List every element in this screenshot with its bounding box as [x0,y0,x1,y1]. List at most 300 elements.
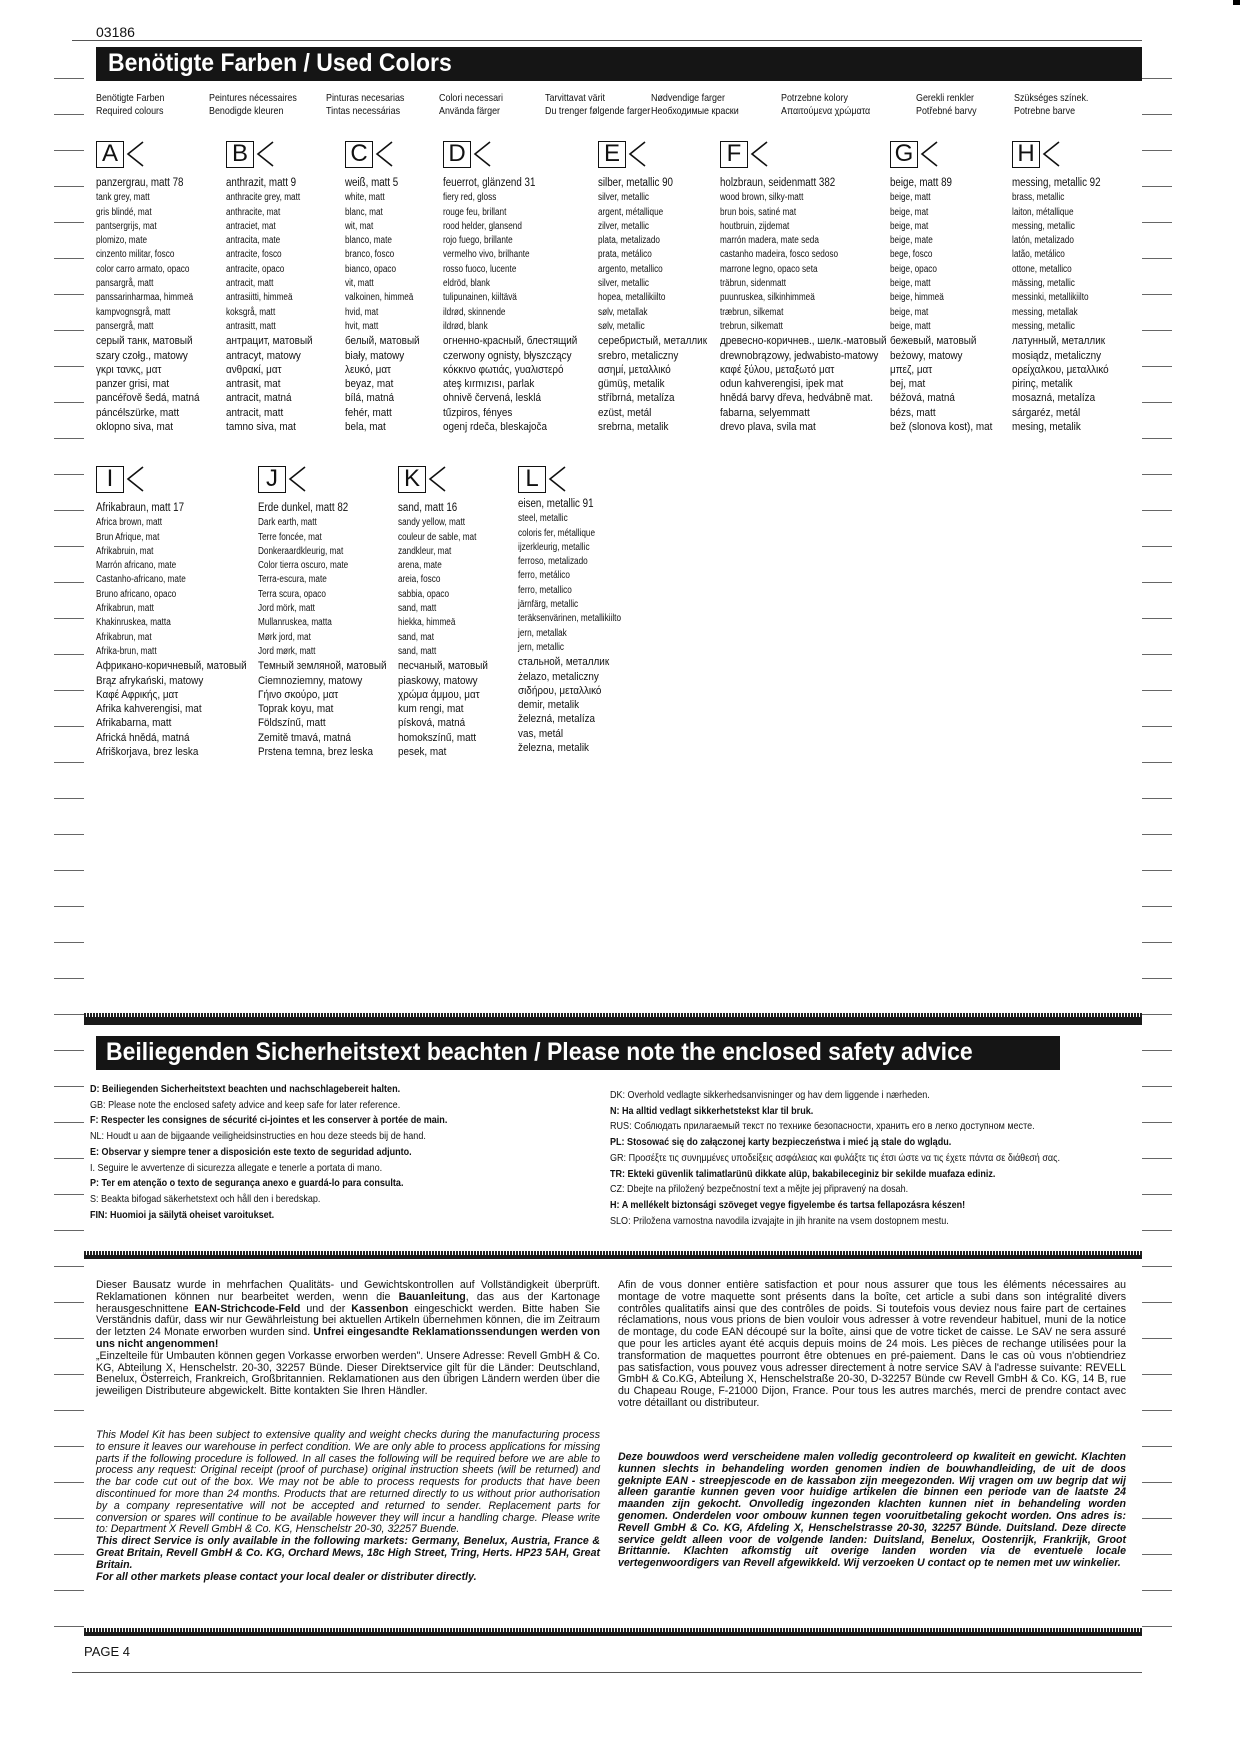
color-translation: biały, matowy [345,349,405,362]
color-translation: Marrón africano, mate [96,560,177,572]
ruler-mark [1142,1374,1172,1375]
ruler-mark [1142,1230,1172,1231]
ruler-mark [1142,654,1172,655]
color-translation: rood helder, glansend [443,220,522,232]
ruler-mark [1142,330,1172,331]
ruler-mark [54,726,84,727]
ruler-mark [54,798,84,799]
color-translation: Terra scura, opaco [258,588,326,600]
language-header [209,92,312,118]
color-letter-tag [96,140,214,168]
color-translation: rosso fuoco, lucente [443,263,517,275]
ruler-mark [1142,294,1172,295]
ruler-mark [1142,1482,1172,1483]
color-translation: železna, metalik [518,742,589,755]
language-label: Potřebné barvy [916,105,977,117]
color-translation: Jord mörk, matt [258,603,315,615]
ruler-mark [54,834,84,835]
ruler-mark [1142,582,1172,583]
warranty-text-nl: Deze bouwdoos werd verscheidene malen volledig gecontroleerd op kwaliteit en gewicht. Klachten kunnen slechts in behandeling worden genomen indien de bouwhandleiding, de uit de doos geknipte EAN - streepjescode en de kassabon zijn meegezonden. Wij vragen om uw begrip dat wij alleen garantie kunnen geven voor huidige artikelen die binnen een periode van de laatste 24 maanden zijn gekocht. Onvolledig ingezonden klachten kunnen niet in behandeling worden genomen. Onderdelen voor ombouw kunnen tegen vooruitbetaling gekocht worden. Ons adres is: Revell GmbH & Co. KG, Afdeling X, Henschelstrasse 20-30, 32257 Bünde. Duitsland. Deze directe service geldt alleen voor de volgende landen: Duitsland, Benelux, Oostenrijk, Frankrijk, Groot Brittannie. Klachten afkomstig uit overige landen worden via de eventuele locale vertegenwoordigers van Revell afgewikkeld. Wij verzoeken U contact op te nemen met uw winkelier. [618,1451,1126,1570]
color-translation: bílá, matná [345,392,394,405]
color-translation: couleur de sable, mat [398,531,477,543]
safety-line: S: Beakta bifogad säkerhetstext och håll den i beredskap. [90,1192,321,1205]
color-translation: огненно-красный, блестящий [443,335,578,348]
arrow-tag-icon [255,140,275,168]
color-translation: marrone legno, opaco seta [720,263,818,275]
ruler-mark [54,1338,84,1339]
color-translation: Zemitě tmavá, matná [258,731,351,744]
safety-line: FIN: Huomioi ja säilytä oheiset varoitukset. [90,1208,275,1221]
color-translation: beżowy, matowy [890,349,963,362]
color-translation: srebrna, metalik [598,421,669,434]
color-translation: hopea, metallikiilto [598,292,666,304]
ruler-mark [1142,690,1172,691]
color-translation: drevo plava, svila mat [720,421,816,434]
ruler-mark [54,1518,84,1519]
color-translation: антрацит, матовый [226,335,313,348]
color-translation: sand, matt [398,645,437,657]
ruler-mark [54,510,84,511]
ruler-mark [54,186,84,187]
ruler-mark [54,546,84,547]
color-translation: antracite, opaco [226,263,285,275]
color-translation: бежевый, матовый [890,335,977,348]
color-translation: czerwony ognisty, błyszczący [443,349,572,362]
warranty-text-de: Dieser Bausatz wurde in mehrfachen Qualitäts- und Gewichtskontrollen auf Vollständigkeit überprüft. Reklamationen können nur bearbeitet werden, wenn die Bauanleitung, das aus der Kartonage herausgeschnittene EAN-Strichcode-Feld und der Kassenbon eingeschickt werden. Bitte haben Sie Verständnis dafür, dass wir nur Gewährleistung bei aktuellen Artikeln übernehmen können, die im Zeitraum der letzten 24 Monate erworben wurden sind. Unfrei eingesandte Reklamationssendungen werden von uns nicht angenommen! „Einzelteile für Umbauten können gegen Vorkasse erworben werden". Unsere Adresse: Revell GmbH & Co. KG, Abteilung X, Henschelstr. 20-30, 32257 Bünde. Dieser Direktservice gilt für die Länder: Deutschland, Benelux, Österreich, Frankreich, Großbritannien. Reklamationen aus den übrigen Ländern werden über die jeweiligen Distributeure abgewickelt. Bitte kontakten Sie Ihren Händler. [96,1279,601,1398]
color-translation: χρώμα άμμου, ματ [398,688,480,701]
color-translation: panzer grisi, mat [96,378,170,391]
color-translation: bianco, opaco [345,263,397,275]
color-translation: béžová, matná [890,392,955,405]
color-translation: стальной, металлик [518,656,610,669]
color-translation: anthracite grey, matt [226,192,301,204]
safety-line: GB: Please note the enclosed safety advice and keep safe for later reference. [90,1098,401,1111]
color-translation: Brąz afrykański, matowy [96,674,204,687]
color-translation: Dark earth, matt [258,517,317,529]
language-header [96,92,177,118]
color-translation: Afriškorjava, brez leska [96,746,199,759]
color-translation: beige, mat [890,220,929,232]
ruler-mark [1142,258,1172,259]
ruler-mark [54,1014,84,1015]
ruler-mark [54,978,84,979]
color-letter: L [518,466,546,493]
color-translation: Földszínű, matt [258,717,326,730]
safety-line: PL: Stosować się do załączonej karty bezpieczeństwa i mieć ją stale do wglądu. [610,1136,952,1149]
color-translation: kum rengi, mat [398,703,464,716]
color-translation: plata, metalizado [598,235,660,247]
color-translation: trebrun, silkematt [720,320,783,332]
ruler-mark [54,690,84,691]
ruler-mark [1142,798,1172,799]
language-label: Använda färger [439,105,501,117]
color-translation: Africká hnědá, matná [96,731,190,744]
safety-line: P: Ter em atenção o texto de segurança anexo e guardá-lo para consulta. [90,1177,404,1190]
color-translation: latão, metálico [1012,249,1065,261]
color-translation: valkoinen, himmeä [345,292,414,304]
color-translation: antracit, matt [226,406,284,419]
color-name: feuerrot, glänzend 31 [443,177,536,189]
color-translation: mässing, metallic [1012,278,1075,290]
ruler-mark [54,942,84,943]
ruler-mark [54,618,84,619]
color-translation: bež (slonova kost), mat [890,421,993,434]
color-letter: B [226,141,254,168]
color-translation: ogenj rdeča, bleskajoča [443,421,548,434]
color-translation: Castanho-africano, mate [96,574,186,586]
color-translation: Toprak koyu, mat [258,703,334,716]
used-colors-banner: Benötigte Farben / Used Colors [96,47,1142,81]
color-entry [258,465,401,759]
color-entry [890,140,1004,434]
color-entry [443,140,592,434]
color-translation: pirinç, metalik [1012,378,1073,391]
color-translation: ferro, metallico [518,584,572,596]
color-translation: beige, himmeä [890,292,944,304]
color-translation: laiton, métallique [1012,206,1074,218]
corner-mark [1233,0,1240,5]
color-translation: Afrikabrun, matt [96,603,154,615]
color-letter: I [96,466,124,493]
color-translation: areia, fosco [398,574,441,586]
language-label: Potrzebne kolory [781,92,848,104]
safety-left-list [90,1082,590,1223]
color-translation: gris blindé, mat [96,206,152,218]
divider-bar-3 [84,1632,1142,1636]
ruler-mark [1142,474,1172,475]
safety-line: CZ: Dbejte na přiložený bezpečnostní text a mějte jej připravený na dosah. [610,1183,909,1196]
color-entry [398,465,498,759]
safety-right-list [610,1088,1140,1229]
safety-line: D: Beiliegenden Sicherheitstext beachten und nachschlagebereit halten. [90,1083,401,1095]
ruler-mark [54,1194,84,1195]
color-entry [518,465,644,755]
ruler-mark [1142,1302,1172,1303]
color-translation: blanc, mat [345,206,383,218]
color-translation: antracit, matná [226,392,292,405]
color-letter: K [398,466,426,493]
color-name: sand, matt 16 [398,502,458,514]
color-translation: arena, mate [398,560,442,572]
color-translation: szary czołg., matowy [96,349,188,362]
color-translation: Terra-escura, mate [258,574,327,586]
color-translation: σιδήρου, μεταλλικό [518,684,602,697]
ruler-mark [54,1410,84,1411]
arrow-tag-icon [472,140,492,168]
color-translation: Donkeraardkleurig, mat [258,545,344,557]
color-translation: järnfärg, metallic [518,599,579,611]
color-translation: μπεζ, ματ [890,363,933,376]
color-letter-tag [720,140,905,168]
color-translation: color carro armato, opaco [96,263,190,275]
color-translation: koksgrå, matt [226,306,276,318]
color-translation: drewnobrązowy, jedwabisto-matowy [720,349,879,362]
color-translation: piaskowy, matowy [398,674,478,687]
color-translation: antracit, matt [226,278,274,290]
color-translation: antracita, mate [226,235,281,247]
color-translation: Afrikabarna, matt [96,717,172,730]
ruler-mark [54,762,84,763]
language-label: Gerekli renkler [916,92,975,104]
language-label: Benodigde kleuren [209,105,284,117]
language-header [651,92,754,118]
color-translation: bézs, matt [890,406,936,419]
language-header [439,92,514,118]
ruler-mark [1142,402,1172,403]
color-translation: blanco, mate [345,235,392,247]
color-translation: tűzpiros, fényes [443,406,513,419]
color-translation: beyaz, mat [345,378,394,391]
color-translation: beige, matt [890,192,931,204]
color-translation: zilver, metallic [598,220,650,232]
ruler-mark [54,1302,84,1303]
language-label: Colori necessari [439,92,503,104]
color-translation: træbrun, silkemat [720,306,784,318]
language-label: Tarvittavat värit [545,92,606,104]
language-label: Pinturas necesarias [326,92,405,104]
color-translation: wit, mat [345,220,374,232]
color-translation: bela, mat [345,421,386,434]
color-translation: jern, metallic [518,641,565,653]
color-letter-tag [1012,140,1119,168]
color-translation: oklopno siva, mat [96,421,174,434]
color-translation: pesek, mat [398,746,447,759]
color-translation: tamno siva, mat [226,421,296,434]
color-translation: vit, matt [345,278,374,290]
color-translation: Африкано-коричневый, матовый [96,660,247,673]
safety-line: E: Observar y siempre tener a disposición este texto de seguridad adjunto. [90,1145,412,1158]
ruler-mark [1142,150,1172,151]
color-translation: Γήινο σκούρο, ματ [258,688,339,701]
ruler-mark [1142,186,1172,187]
color-translation: odun kahverengisi, ipek mat [720,378,844,391]
color-translation: Brun Afrique, mat [96,531,160,543]
color-translation: λευκό, ματ [345,363,391,376]
color-translation: branco, fosco [345,249,395,261]
color-translation: antrasitt, matt [226,320,276,332]
ruler-mark [54,366,84,367]
safety-line: SLO: Priložena varnostna navodila izvajajte in jih hranite na vsem dostopnem mestu. [610,1214,949,1227]
color-letter-tag [398,465,498,493]
safety-line: DK: Overhold vedlagte sikkerhedsanvisninger og hav dem liggende i nærheden. [610,1089,930,1101]
color-translation: sand, matt [398,603,437,615]
ruler-mark [54,1122,84,1123]
color-translation: fabarna, selyemmatt [720,406,810,419]
color-translation: messinki, metallikiilto [1012,292,1089,304]
language-label: Nødvendige farger [651,92,725,104]
color-letter: C [345,141,373,168]
color-translation: messing, metallic [1012,320,1075,332]
safety-line: GR: Προσέξτε τις συνημμένες υποδείξεις ασφάλειας και φυλάξτε τις έτσι ώστε να τις έχετε πάντα σε διάθεσή σας. [610,1151,1060,1164]
color-translation: mosiądz, metaliczny [1012,349,1102,362]
color-translation: ildrød, blank [443,320,488,332]
ruler-mark [1142,1518,1172,1519]
divider-bar-2 [84,1255,1142,1259]
color-name: weiß, matt 5 [345,177,399,189]
ruler-mark [54,258,84,259]
top-rule [72,40,1142,41]
color-translation: ohnivě červená, lesklá [443,392,541,405]
color-translation: white, matt [345,192,385,204]
color-name: beige, matt 89 [890,177,952,189]
ruler-mark [54,402,84,403]
color-translation: γκρι τανκς, ματ [96,363,162,376]
color-translation: rojo fuego, brillante [443,235,513,247]
ruler-mark [1142,114,1172,115]
ruler-mark [1142,1590,1172,1591]
ruler-mark [1142,546,1172,547]
arrow-tag-icon [919,140,939,168]
color-entry [598,140,719,434]
page-code: 03186 [96,24,135,40]
language-label: Peintures nécessaires [209,92,297,104]
color-translation: ezüst, metál [598,406,652,419]
color-translation: Bruno africano, opaco [96,588,177,600]
ruler-mark [1142,438,1172,439]
language-label: Απαιτούμενα χρώματα [781,105,871,117]
ruler-mark [54,438,84,439]
color-translation: Terre foncée, mat [258,531,322,543]
ruler-mark [1142,1014,1172,1015]
color-translation: sandy yellow, matt [398,517,466,529]
color-translation: beige, matt [890,320,931,332]
color-translation: mesing, metalik [1012,421,1081,434]
color-translation: Afrika-brun, matt [96,645,157,657]
ruler-mark [54,1158,84,1159]
color-translation: hnědá barvy dřeva, hedvábně mat. [720,392,874,405]
color-translation: ateş kırmızısı, parlak [443,378,535,391]
color-translation: gümüş, metalik [598,378,665,391]
color-translation: antracite, fosco [226,249,282,261]
ruler-mark [54,654,84,655]
arrow-tag-icon [547,465,567,493]
color-translation: sølv, metallak [598,306,648,318]
ruler-mark [1142,942,1172,943]
color-translation: argento, metallico [598,263,663,275]
language-label: Необходимые краски [651,105,739,117]
bottom-rule [72,1672,1142,1673]
color-translation: sølv, metallic [598,320,645,332]
color-translation: latón, metalizado [1012,235,1074,247]
color-translation: steel, metallic [518,513,568,525]
color-translation: серый танк, матовый [96,335,193,348]
warranty-text-en: This Model Kit has been subject to extensive quality and weight checks during the manufacturing process to ensure it leaves our warehouse in perfect condition. We are only able to process applications for missing parts if the following procedure is followed. In all cases the following will be required before we are able to process any request: Original receipt (proof of purchase) original instruction sheets (will be returned) and the bar code cut out of the box. We may not be able to process requests for products that have been discontinued for more than 24 months. Products that are returned directly to us without prior authorisation by a company representative will not be accepted and returned to sender. Replacement parts for conversion or spares will continue to be available however they will incur a handling charge. Please write to: Department X Revell GmbH & Co. KG, Henschelstr 20-30, 32257 Buende. This direct Service is only available in the following markets: Germany, Benelux, Austria, France & Great Britain, Revell GmbH & Co. KG, Orchard Mews, 18c High Street, Tring, Herts. HP23 5AH, Great Britain. For all other markets please contact your local dealer or distributer directly. [96,1429,600,1583]
color-translation: messing, metallic [1012,220,1075,232]
color-translation: teräksenvärinen, metallikiilto [518,613,622,625]
color-entry [720,140,905,434]
color-translation: żelazo, metaliczny [518,670,599,683]
color-translation: messing, metallak [1012,306,1078,318]
color-translation: silver, metallic [598,192,650,204]
ruler-mark [1142,510,1172,511]
color-entry [96,140,214,434]
ruler-mark [1142,222,1172,223]
color-translation: sárgaréz, metál [1012,406,1081,419]
color-translation: eldröd, blank [443,278,490,290]
language-header [1014,92,1102,118]
color-letter: H [1012,141,1040,168]
color-translation: песчаный, матовый [398,660,488,673]
ruler-mark [1142,618,1172,619]
safety-line: H: A mellékelt biztonsági szöveget vegye figyelembe és tartsa fellapozásra készen! [610,1198,966,1211]
color-translation: Mørk jord, mat [258,631,311,643]
color-translation: Mullanruskea, matta [258,617,332,629]
language-header [916,92,987,118]
color-translation: древесно-коричнев., шелк.-матовый [720,335,887,348]
ruler-mark [54,1050,84,1051]
color-translation: латунный, металлик [1012,335,1106,348]
color-translation: Темный земляной, матовый [258,660,387,673]
ruler-mark [54,870,84,871]
color-translation: panssarinharmaa, himmeä [96,292,194,304]
color-translation: sabbia, opaco [398,588,450,600]
color-translation: träbrun, sidenmatt [720,278,787,290]
color-translation: železná, metalíza [518,713,596,726]
ruler-mark [1142,978,1172,979]
color-letter: F [720,141,748,168]
language-label: Tintas necessárias [326,105,401,117]
color-translation: prata, metálico [598,249,652,261]
color-translation: tank grey, matt [96,192,150,204]
page-footer: PAGE 4 [84,1644,131,1659]
color-translation: fiery red, gloss [443,192,497,204]
safety-line: NL: Houdt u aan de bijgaande veiligheidsinstructies en hou deze steeds bij de hand. [90,1130,426,1143]
color-letter-tag [443,140,592,168]
color-translation: καφέ ξύλου, μεταξωτό ματ [720,363,835,376]
ruler-mark [1142,726,1172,727]
safety-line: RUS: Соблюдать прилагаемый текст по технике безопасности, хранить его в легко доступном месте. [610,1120,1035,1133]
color-translation: bege, fosco [890,249,933,261]
color-translation: bej, mat [890,378,926,391]
color-translation: Africa brown, matt [96,517,163,529]
ruler-mark [54,474,84,475]
color-translation: ijzerkleurig, metallic [518,541,590,553]
safety-line: F: Respecter les consignes de sécurité ci-jointes et les conserver à portée de main. [90,1114,448,1127]
color-translation: vermelho vivo, brilhante [443,249,530,261]
ruler-mark [54,150,84,151]
color-translation: antracyt, matowy [226,349,301,362]
ruler-mark [54,1086,84,1087]
ruler-mark [1142,1554,1172,1555]
color-translation: pancéřově šedá, matná [96,392,200,405]
color-translation: tulipunainen, kiiltävä [443,292,517,304]
arrow-tag-icon [1041,140,1061,168]
color-translation: pantsergrijs, mat [96,220,157,232]
color-entry [345,140,428,434]
language-label: Du trenger følgende farger [545,105,651,117]
ruler-mark [1142,1410,1172,1411]
color-translation: Khakinruskea, matta [96,617,171,629]
color-translation: Jord mørk, matt [258,645,316,657]
arrow-tag-icon [125,465,145,493]
ruler-mark [54,1446,84,1447]
color-translation: mosazná, metalíza [1012,392,1096,405]
color-translation: pansergrå, matt [96,320,154,332]
color-letter-tag [96,465,263,493]
language-header [781,92,886,118]
color-translation: sand, mat [398,631,435,643]
arrow-tag-icon [374,140,394,168]
color-name: eisen, metallic 91 [518,498,594,510]
color-translation: wood brown, silky-matt [720,192,804,204]
color-translation: hiekka, himmeä [398,617,456,629]
ruler-mark [54,1590,84,1591]
ruler-mark [1142,1086,1172,1087]
color-translation: Καφέ Αφρικής, ματ [96,688,179,701]
color-translation: páncélszürke, matt [96,406,180,419]
ruler-mark [54,78,84,79]
color-name: messing, metallic 92 [1012,177,1101,189]
